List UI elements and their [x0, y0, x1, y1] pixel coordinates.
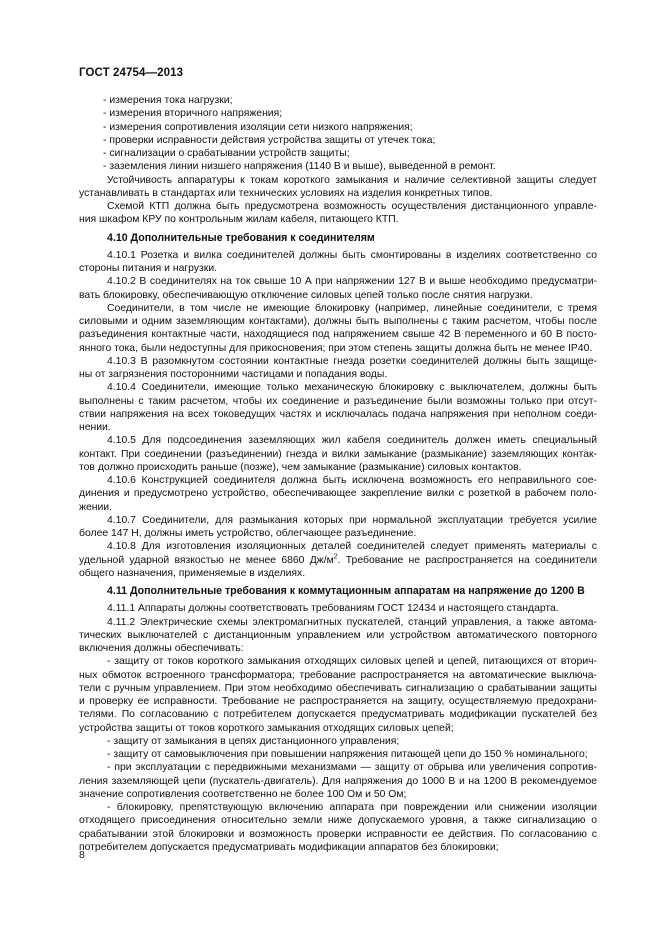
paragraph: [79, 602, 597, 615]
text-line: и проверку ее исправности. Требование не распространяется на защиту, осуществляемую предохрани-: [79, 696, 597, 707]
text-line: 4.10.2 В соединителях на ток свыше 10 А при напряжении 127 В и выше необходимо предусматри-: [107, 276, 597, 288]
text-line: срабатывании этой блокировки и возможность проверки исправности ее действия. По согласованию с: [79, 828, 597, 840]
text-line: 4.10.5 Для подсоединения заземляющих жил кабеля соединитель должен иметь специальный: [107, 435, 597, 447]
section-heading: 4.10 Дополнительные требования к соединителям: [107, 231, 375, 244]
text-line: ления заземляющей цепи (пускатель-двигатель). Для напряжения до 1000 В и на 1200 В рекомендуемое: [79, 775, 597, 787]
text-line: тов должно происходить раньше (позже), чем замыкание (размыкание) силовых контактов.: [79, 461, 522, 473]
paragraph: [79, 434, 597, 474]
text-line: разъединения контактные части, находящиеся под напряжением свыше 42 В переменного и 60 В посто-: [79, 329, 597, 341]
text-line: устанавливать в стандартах или технических условиях на изделия конкретных типов.: [79, 187, 493, 199]
list-item: - заземления линии низшего напряжения (1140 В и выше), выведенной в ремонт.: [103, 161, 496, 173]
paragraph: [79, 616, 597, 656]
text-line: Устойчивость аппаратуры к токам короткого замыкания и наличие селективной защиты следует: [107, 174, 597, 186]
text-line: включения должны обеспечивать:: [79, 643, 244, 654]
text-line: удельной ударной вязкостью не менее 6860 $Дж/м^2$. Требование не распространяется на соединители: [79, 553, 597, 566]
list-item: - проверки исправности действия устройства защиты от утечек тока;: [103, 134, 436, 146]
page-number: 8: [79, 850, 85, 861]
paragraph: [79, 655, 597, 735]
text-line: Соединители, в том числе не имеющие блокировку (например, линейные соединители, с тремя: [107, 302, 597, 314]
text-line: ния шкафом КРУ по контрольным жилам кабеля, питающего КТП.: [79, 214, 399, 226]
list-item: - измерения вторичного напряжения;: [103, 108, 283, 120]
text-line: значение сопротивления соответственно не более 100 Ом и 50 Ом;: [79, 788, 407, 800]
text-line: телями. По согласованию с потребителем допускается предусматривать модификации пускателей без: [79, 709, 597, 721]
paragraph: [79, 761, 597, 801]
text-line: 4.10.4 Соединители, имеющие только механическую блокировку с выключателем, должны быть: [107, 382, 597, 394]
text-line: 4.10.8 Для изготовления изоляционных деталей соединителей следует применять материалы с: [107, 541, 597, 553]
text-line: силовыми и одним заземляющим контактами), должны быть выполнены с таким расчетом, чтобы после: [79, 316, 597, 327]
paragraph: [79, 540, 597, 580]
text-line: 4.10.3 В разомкнутом состоянии контактные гнезда розетки соединителей должны быть защище-: [107, 355, 597, 367]
text-line: ны от загрязнения посторонними частицами и попадания воды.: [79, 369, 388, 380]
text-line: выполнены с таким расчетом, чтобы их соединение и разъединение были возможны только при отсут-: [79, 395, 597, 407]
text-line: устройства защиты от токов короткого замыкания отходящих силовых цепей;: [79, 722, 454, 734]
paragraph: [79, 801, 597, 854]
text-line: контакт. При соединении (разъединении) гнезда и вилки замыкание (размыкание) заземляющих контак-: [79, 448, 597, 460]
text-line: - защиту от замыкания в цепях дистанционного управления;: [107, 735, 400, 747]
text-line: 4.11.2 Электрические схемы электромагнитных пускателей, станций управления, а также автома-: [107, 616, 597, 628]
list-item: - измерения тока нагрузки;: [103, 95, 233, 106]
text-line: динения и предусмотрено устройство, обеспечивающее закрепление вилки с розеткой в рабочем поло-: [79, 488, 597, 500]
text-line: отходящего присоединения относительно земли ниже допускаемого уровня, а также сигнализацию о: [79, 815, 597, 827]
text-line: жении.: [79, 501, 112, 513]
paragraph: [79, 735, 597, 748]
text-line: тели с ручным управлением. При этом необходимо обеспечивать сигнализацию о срабатывании защиты: [79, 682, 597, 694]
text-line: общего назначения, применяемые в изделиях.: [79, 567, 306, 579]
paragraph: [79, 748, 597, 761]
paragraph: [79, 381, 597, 434]
document-body: [79, 94, 597, 854]
text-line: тических выключателей с дистанционным управлением или устройством автоматического повторного: [79, 629, 597, 641]
text-line: стороны питания и нагрузки.: [79, 263, 218, 274]
paragraph: [79, 474, 597, 514]
text-line: - защиту от самовыключения при повышении напряжения питающей цепи до 150 % номинального;: [107, 749, 588, 760]
text-line: 4.10.7 Соединители, для размыкания которых при нормальной эксплуатации требуется усилие: [107, 514, 597, 526]
paragraph: [79, 174, 597, 201]
paragraph: [79, 275, 597, 302]
text-line: янного тока, были недоступны для прикосновения; при этом степень защиты должна быть не менее IP40.: [79, 342, 593, 354]
list-item: - измерения сопротивления изоляции сети низкого напряжения;: [103, 121, 413, 133]
text-line: ных обмоток встроенного трансформатора; требование распространяется на автоматические выключа-: [79, 669, 597, 681]
paragraph: [79, 355, 597, 382]
page-header: ГОСТ 24754—2013: [79, 67, 184, 79]
text-line: вать блокировку, обеспечивающую отключение силовых цепей только после снятия нагрузки.: [79, 289, 533, 301]
list-item: - сигнализации о срабатывании устройств защиты;: [103, 148, 350, 159]
text-line: Схемой КТП должна быть предусмотрена возможность осуществления дистанционного управле-: [107, 201, 597, 212]
text-line: 4.10.1 Розетка и вилка соединителей должны быть смонтированы в изделиях соответственно со: [107, 249, 597, 261]
section-heading: 4.11 Дополнительные требования к коммутационным аппаратам на напряжение до 1200 В: [107, 585, 585, 597]
paragraph: [79, 302, 597, 355]
text-line: ствии напряжения на всех токоведущих частях и исключалась подача напряжения при неполном соеди-: [79, 408, 597, 420]
text-line: более 147 Н, должны иметь устройство, облегчающее разъединение.: [79, 528, 417, 539]
text-line: - блокировку, препятствующую включению аппарата при повреждении или снижении изоляции: [107, 802, 597, 813]
paragraph: [79, 514, 597, 541]
text-line: нении.: [79, 422, 111, 433]
text-line: 4.11.1 Аппараты должны соответствовать требованиям ГОСТ 12434 и настоящего стандарта.: [107, 603, 559, 615]
text-line: - при эксплуатации с передвижными механизмами — защиту от обрыва или увеличения сопротив-: [107, 762, 597, 774]
text-line: потребителем допускается предусматривать модификации аппаратов без блокировки;: [79, 841, 499, 853]
paragraph: [79, 200, 597, 227]
paragraph: [79, 249, 597, 276]
text-line: - защиту от токов короткого замыкания отходящих силовых цепей и цепей, питающихся от вторич-: [107, 656, 597, 668]
text-line: 4.10.6 Конструкцией соединителя должна быть исключена возможность его неправильного сое-: [107, 475, 597, 486]
